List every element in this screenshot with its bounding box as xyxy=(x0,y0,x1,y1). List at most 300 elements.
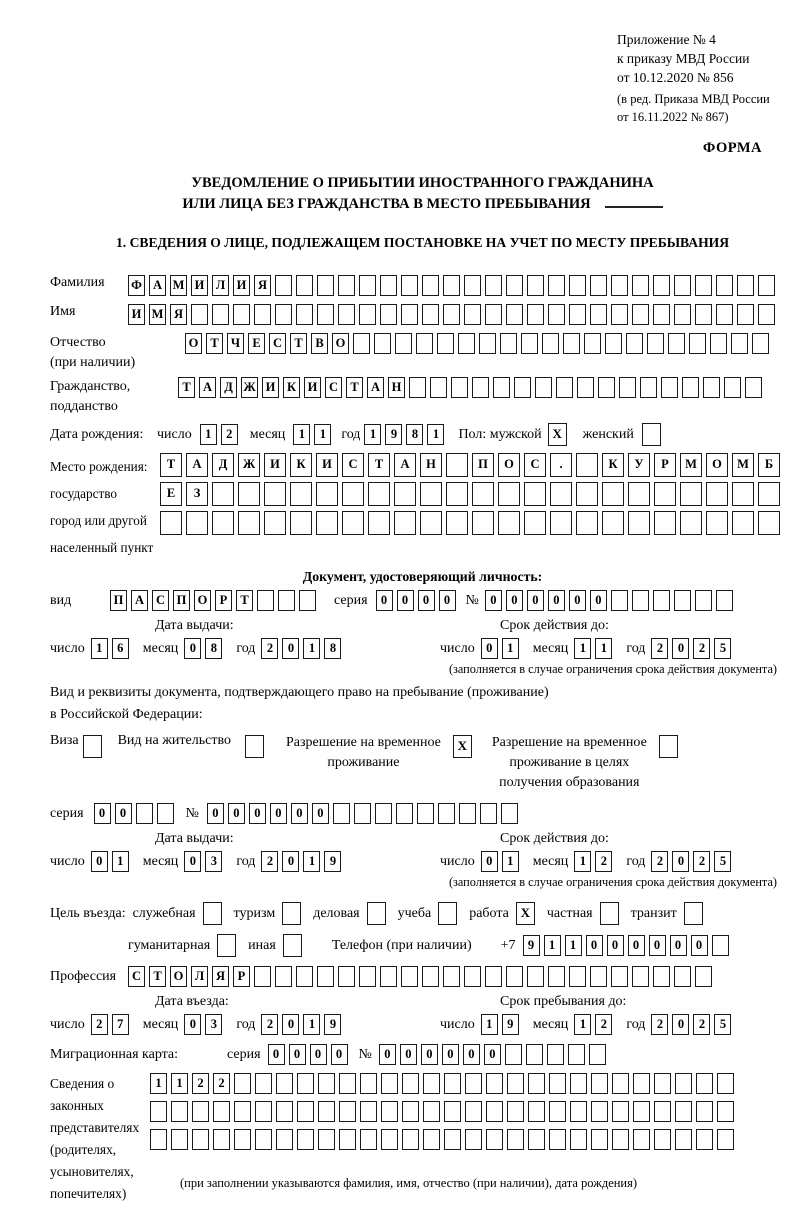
form-cell[interactable]: 1 xyxy=(502,851,519,872)
form-cell[interactable]: 1 xyxy=(364,424,381,445)
form-cell[interactable] xyxy=(758,275,775,296)
form-cell[interactable]: 0 xyxy=(376,590,393,611)
form-cell[interactable] xyxy=(443,966,460,987)
form-cell[interactable] xyxy=(653,590,670,611)
form-cell[interactable] xyxy=(485,304,502,325)
form-cell[interactable] xyxy=(498,511,520,535)
form-cell[interactable] xyxy=(612,1101,629,1122)
form-cell[interactable]: Т xyxy=(290,333,307,354)
form-cell[interactable] xyxy=(339,1129,356,1150)
form-cell[interactable] xyxy=(192,1129,209,1150)
form-cell[interactable] xyxy=(591,1073,608,1094)
form-cell[interactable] xyxy=(422,966,439,987)
form-cell[interactable] xyxy=(505,1044,522,1065)
form-cell[interactable]: А xyxy=(199,377,216,398)
form-cell[interactable] xyxy=(402,1129,419,1150)
form-cell[interactable]: А xyxy=(367,377,384,398)
sex-male-checkbox[interactable]: X xyxy=(548,423,567,446)
form-cell[interactable]: 2 xyxy=(261,638,278,659)
form-cell[interactable] xyxy=(632,275,649,296)
form-cell[interactable] xyxy=(342,482,364,506)
form-cell[interactable] xyxy=(569,304,586,325)
form-cell[interactable] xyxy=(654,511,676,535)
form-cell[interactable] xyxy=(416,333,433,354)
form-cell[interactable]: 2 xyxy=(651,851,668,872)
form-cell[interactable] xyxy=(275,966,292,987)
purpose-study-checkbox[interactable] xyxy=(438,902,457,925)
purpose-transit-checkbox[interactable] xyxy=(684,902,703,925)
form-cell[interactable]: 1 xyxy=(293,424,310,445)
form-cell[interactable]: У xyxy=(628,453,650,477)
form-cell[interactable]: 9 xyxy=(502,1014,519,1035)
form-cell[interactable] xyxy=(444,1073,461,1094)
form-cell[interactable]: 1 xyxy=(171,1073,188,1094)
form-cell[interactable] xyxy=(238,482,260,506)
form-cell[interactable] xyxy=(653,275,670,296)
form-cell[interactable] xyxy=(486,1101,503,1122)
form-cell[interactable] xyxy=(703,377,720,398)
form-cell[interactable]: 0 xyxy=(628,935,645,956)
form-cell[interactable] xyxy=(472,511,494,535)
form-cell[interactable]: 0 xyxy=(672,1014,689,1035)
form-cell[interactable] xyxy=(255,1129,272,1150)
form-cell[interactable] xyxy=(611,304,628,325)
form-cell[interactable]: Б xyxy=(758,453,780,477)
form-cell[interactable]: О xyxy=(498,453,520,477)
form-cell[interactable] xyxy=(354,803,371,824)
form-cell[interactable]: О xyxy=(706,453,728,477)
form-cell[interactable]: 0 xyxy=(672,638,689,659)
form-cell[interactable] xyxy=(394,482,416,506)
form-cell[interactable]: 1 xyxy=(314,424,331,445)
form-cell[interactable] xyxy=(451,377,468,398)
form-cell[interactable]: 0 xyxy=(397,590,414,611)
form-cell[interactable]: 0 xyxy=(481,638,498,659)
form-cell[interactable] xyxy=(528,1101,545,1122)
form-cell[interactable]: 1 xyxy=(481,1014,498,1035)
form-cell[interactable]: 2 xyxy=(651,1014,668,1035)
form-cell[interactable]: 0 xyxy=(270,803,287,824)
form-cell[interactable]: 3 xyxy=(205,1014,222,1035)
form-cell[interactable]: 0 xyxy=(463,1044,480,1065)
form-cell[interactable] xyxy=(737,304,754,325)
form-cell[interactable]: К xyxy=(283,377,300,398)
form-cell[interactable] xyxy=(395,333,412,354)
form-cell[interactable] xyxy=(717,1101,734,1122)
form-cell[interactable]: 0 xyxy=(506,590,523,611)
form-cell[interactable] xyxy=(653,966,670,987)
form-cell[interactable] xyxy=(521,333,538,354)
form-cell[interactable] xyxy=(632,966,649,987)
form-cell[interactable]: Л xyxy=(191,966,208,987)
form-cell[interactable] xyxy=(696,1101,713,1122)
form-cell[interactable] xyxy=(380,966,397,987)
form-cell[interactable] xyxy=(381,1073,398,1094)
form-cell[interactable]: 0 xyxy=(291,803,308,824)
form-cell[interactable] xyxy=(465,1101,482,1122)
form-cell[interactable] xyxy=(297,1129,314,1150)
form-cell[interactable]: М xyxy=(732,453,754,477)
form-cell[interactable]: 5 xyxy=(714,638,731,659)
form-cell[interactable] xyxy=(661,377,678,398)
form-cell[interactable] xyxy=(278,590,295,611)
form-cell[interactable] xyxy=(675,1073,692,1094)
form-cell[interactable] xyxy=(212,511,234,535)
form-cell[interactable] xyxy=(507,1101,524,1122)
form-cell[interactable] xyxy=(472,377,489,398)
form-cell[interactable] xyxy=(238,511,260,535)
form-cell[interactable] xyxy=(401,966,418,987)
form-cell[interactable] xyxy=(653,304,670,325)
form-cell[interactable] xyxy=(360,1101,377,1122)
form-cell[interactable]: И xyxy=(316,453,338,477)
form-cell[interactable]: 2 xyxy=(595,1014,612,1035)
form-cell[interactable]: О xyxy=(170,966,187,987)
form-cell[interactable] xyxy=(276,1129,293,1150)
form-cell[interactable]: 0 xyxy=(548,590,565,611)
form-cell[interactable]: 0 xyxy=(484,1044,501,1065)
form-cell[interactable] xyxy=(420,482,442,506)
form-cell[interactable] xyxy=(317,966,334,987)
form-cell[interactable]: 1 xyxy=(303,851,320,872)
form-cell[interactable] xyxy=(576,511,598,535)
form-cell[interactable] xyxy=(191,304,208,325)
form-cell[interactable] xyxy=(590,966,607,987)
form-cell[interactable] xyxy=(485,275,502,296)
form-cell[interactable] xyxy=(633,1073,650,1094)
form-cell[interactable] xyxy=(296,966,313,987)
form-cell[interactable]: Д xyxy=(212,453,234,477)
form-cell[interactable] xyxy=(758,304,775,325)
form-cell[interactable] xyxy=(359,275,376,296)
form-cell[interactable]: О xyxy=(194,590,211,611)
form-cell[interactable] xyxy=(528,1073,545,1094)
form-cell[interactable]: Т xyxy=(178,377,195,398)
form-cell[interactable] xyxy=(297,1101,314,1122)
form-cell[interactable] xyxy=(422,304,439,325)
form-cell[interactable] xyxy=(316,511,338,535)
form-cell[interactable] xyxy=(422,275,439,296)
form-cell[interactable] xyxy=(563,333,580,354)
form-cell[interactable]: С xyxy=(325,377,342,398)
form-cell[interactable]: 0 xyxy=(268,1044,285,1065)
form-cell[interactable]: 2 xyxy=(192,1073,209,1094)
form-cell[interactable] xyxy=(550,511,572,535)
form-cell[interactable] xyxy=(619,377,636,398)
form-cell[interactable] xyxy=(695,304,712,325)
form-cell[interactable] xyxy=(548,275,565,296)
form-cell[interactable] xyxy=(338,304,355,325)
form-cell[interactable] xyxy=(590,304,607,325)
form-cell[interactable] xyxy=(465,1129,482,1150)
form-cell[interactable]: Н xyxy=(420,453,442,477)
form-cell[interactable]: 1 xyxy=(112,851,129,872)
form-cell[interactable] xyxy=(549,1101,566,1122)
form-cell[interactable] xyxy=(589,1044,606,1065)
form-cell[interactable] xyxy=(480,803,497,824)
form-cell[interactable]: Т xyxy=(160,453,182,477)
form-cell[interactable]: 0 xyxy=(670,935,687,956)
form-cell[interactable]: 2 xyxy=(261,1014,278,1035)
form-cell[interactable]: М xyxy=(680,453,702,477)
form-cell[interactable] xyxy=(506,275,523,296)
form-cell[interactable] xyxy=(527,304,544,325)
form-cell[interactable] xyxy=(150,1101,167,1122)
form-cell[interactable] xyxy=(360,1129,377,1150)
form-cell[interactable] xyxy=(500,333,517,354)
form-cell[interactable] xyxy=(160,511,182,535)
form-cell[interactable]: 0 xyxy=(421,1044,438,1065)
form-cell[interactable]: Т xyxy=(236,590,253,611)
form-cell[interactable] xyxy=(353,333,370,354)
form-cell[interactable]: 0 xyxy=(289,1044,306,1065)
form-cell[interactable] xyxy=(654,1129,671,1150)
form-cell[interactable] xyxy=(507,1129,524,1150)
form-cell[interactable] xyxy=(380,304,397,325)
form-cell[interactable] xyxy=(602,511,624,535)
form-cell[interactable]: Я xyxy=(254,275,271,296)
form-cell[interactable] xyxy=(430,377,447,398)
form-cell[interactable]: 8 xyxy=(324,638,341,659)
form-cell[interactable]: 5 xyxy=(714,1014,731,1035)
form-cell[interactable]: П xyxy=(110,590,127,611)
form-cell[interactable] xyxy=(458,333,475,354)
form-cell[interactable] xyxy=(526,1044,543,1065)
form-cell[interactable] xyxy=(706,482,728,506)
form-cell[interactable] xyxy=(299,590,316,611)
form-cell[interactable]: 9 xyxy=(324,1014,341,1035)
form-cell[interactable]: 1 xyxy=(200,424,217,445)
form-cell[interactable] xyxy=(732,482,754,506)
form-cell[interactable]: 1 xyxy=(427,424,444,445)
form-cell[interactable] xyxy=(680,482,702,506)
form-cell[interactable] xyxy=(598,377,615,398)
temp-residence-edu-checkbox[interactable] xyxy=(659,735,678,758)
form-cell[interactable] xyxy=(318,1073,335,1094)
purpose-other-checkbox[interactable] xyxy=(283,934,302,957)
form-cell[interactable] xyxy=(577,377,594,398)
form-cell[interactable] xyxy=(591,1101,608,1122)
form-cell[interactable] xyxy=(339,1101,356,1122)
form-cell[interactable]: 0 xyxy=(527,590,544,611)
form-cell[interactable] xyxy=(695,966,712,987)
form-cell[interactable] xyxy=(716,590,733,611)
form-cell[interactable] xyxy=(401,304,418,325)
form-cell[interactable]: 0 xyxy=(207,803,224,824)
form-cell[interactable] xyxy=(548,304,565,325)
form-cell[interactable]: Ж xyxy=(241,377,258,398)
form-cell[interactable]: Я xyxy=(212,966,229,987)
form-cell[interactable] xyxy=(695,275,712,296)
form-cell[interactable]: Д xyxy=(220,377,237,398)
form-cell[interactable]: Ч xyxy=(227,333,244,354)
form-cell[interactable]: 2 xyxy=(693,851,710,872)
form-cell[interactable] xyxy=(535,377,552,398)
form-cell[interactable]: Л xyxy=(212,275,229,296)
form-cell[interactable]: Ф xyxy=(128,275,145,296)
form-cell[interactable] xyxy=(632,304,649,325)
form-cell[interactable] xyxy=(628,482,650,506)
form-cell[interactable] xyxy=(290,511,312,535)
form-cell[interactable] xyxy=(611,966,628,987)
form-cell[interactable] xyxy=(381,1129,398,1150)
form-cell[interactable] xyxy=(317,304,334,325)
form-cell[interactable] xyxy=(584,333,601,354)
form-cell[interactable] xyxy=(674,590,691,611)
form-cell[interactable] xyxy=(612,1129,629,1150)
form-cell[interactable] xyxy=(420,511,442,535)
form-cell[interactable] xyxy=(493,377,510,398)
form-cell[interactable] xyxy=(501,803,518,824)
form-cell[interactable] xyxy=(276,1101,293,1122)
form-cell[interactable]: 0 xyxy=(400,1044,417,1065)
form-cell[interactable] xyxy=(549,1073,566,1094)
form-cell[interactable]: 0 xyxy=(691,935,708,956)
form-cell[interactable] xyxy=(255,1101,272,1122)
form-cell[interactable]: 0 xyxy=(228,803,245,824)
form-cell[interactable] xyxy=(569,275,586,296)
form-cell[interactable]: 0 xyxy=(184,638,201,659)
form-cell[interactable]: С xyxy=(152,590,169,611)
form-cell[interactable] xyxy=(570,1129,587,1150)
form-cell[interactable] xyxy=(605,333,622,354)
form-cell[interactable] xyxy=(758,511,780,535)
form-cell[interactable] xyxy=(417,803,434,824)
form-cell[interactable]: В xyxy=(311,333,328,354)
form-cell[interactable] xyxy=(737,275,754,296)
form-cell[interactable]: 1 xyxy=(91,638,108,659)
form-cell[interactable]: 0 xyxy=(485,590,502,611)
form-cell[interactable]: 2 xyxy=(651,638,668,659)
form-cell[interactable] xyxy=(264,511,286,535)
form-cell[interactable] xyxy=(317,275,334,296)
form-cell[interactable]: К xyxy=(602,453,624,477)
form-cell[interactable]: 1 xyxy=(544,935,561,956)
form-cell[interactable] xyxy=(633,1129,650,1150)
form-cell[interactable]: 0 xyxy=(91,851,108,872)
form-cell[interactable]: 1 xyxy=(502,638,519,659)
form-cell[interactable] xyxy=(464,966,481,987)
form-cell[interactable]: 0 xyxy=(590,590,607,611)
temp-residence-checkbox[interactable]: X xyxy=(453,735,472,758)
form-cell[interactable] xyxy=(758,482,780,506)
form-cell[interactable]: 1 xyxy=(574,851,591,872)
form-cell[interactable]: 0 xyxy=(282,851,299,872)
form-cell[interactable] xyxy=(444,1129,461,1150)
form-cell[interactable] xyxy=(333,803,350,824)
form-cell[interactable]: Я xyxy=(170,304,187,325)
form-cell[interactable] xyxy=(498,482,520,506)
form-cell[interactable]: 0 xyxy=(115,803,132,824)
form-cell[interactable] xyxy=(443,304,460,325)
form-cell[interactable] xyxy=(632,590,649,611)
form-cell[interactable] xyxy=(628,511,650,535)
form-cell[interactable] xyxy=(472,482,494,506)
form-cell[interactable] xyxy=(712,935,729,956)
form-cell[interactable] xyxy=(234,1129,251,1150)
form-cell[interactable]: . xyxy=(550,453,572,477)
form-cell[interactable]: 2 xyxy=(261,851,278,872)
form-cell[interactable] xyxy=(590,275,607,296)
form-cell[interactable] xyxy=(528,1129,545,1150)
form-cell[interactable] xyxy=(485,966,502,987)
form-cell[interactable] xyxy=(556,377,573,398)
form-cell[interactable] xyxy=(446,482,468,506)
form-cell[interactable] xyxy=(507,1073,524,1094)
form-cell[interactable]: 1 xyxy=(574,1014,591,1035)
form-cell[interactable] xyxy=(717,1073,734,1094)
form-cell[interactable] xyxy=(647,333,664,354)
form-cell[interactable] xyxy=(342,511,364,535)
form-cell[interactable]: 6 xyxy=(112,638,129,659)
form-cell[interactable] xyxy=(524,511,546,535)
form-cell[interactable] xyxy=(338,966,355,987)
form-cell[interactable]: А xyxy=(186,453,208,477)
form-cell[interactable] xyxy=(547,1044,564,1065)
form-cell[interactable] xyxy=(255,1073,272,1094)
form-cell[interactable]: 0 xyxy=(607,935,624,956)
form-cell[interactable]: 8 xyxy=(205,638,222,659)
form-cell[interactable] xyxy=(550,482,572,506)
form-cell[interactable] xyxy=(296,275,313,296)
form-cell[interactable]: 9 xyxy=(324,851,341,872)
form-cell[interactable]: 2 xyxy=(693,638,710,659)
form-cell[interactable] xyxy=(514,377,531,398)
purpose-humanitarian-checkbox[interactable] xyxy=(217,934,236,957)
form-cell[interactable] xyxy=(318,1101,335,1122)
form-cell[interactable] xyxy=(611,275,628,296)
form-cell[interactable]: Т xyxy=(206,333,223,354)
form-cell[interactable] xyxy=(186,511,208,535)
form-cell[interactable] xyxy=(360,1073,377,1094)
form-cell[interactable] xyxy=(233,304,250,325)
form-cell[interactable]: 0 xyxy=(184,1014,201,1035)
form-cell[interactable] xyxy=(674,966,691,987)
form-cell[interactable]: Е xyxy=(248,333,265,354)
form-cell[interactable]: 0 xyxy=(442,1044,459,1065)
form-cell[interactable] xyxy=(275,304,292,325)
form-cell[interactable]: С xyxy=(342,453,364,477)
form-cell[interactable] xyxy=(446,511,468,535)
form-cell[interactable] xyxy=(612,1073,629,1094)
form-cell[interactable] xyxy=(437,333,454,354)
form-cell[interactable]: Н xyxy=(388,377,405,398)
form-cell[interactable]: 2 xyxy=(91,1014,108,1035)
form-cell[interactable]: 0 xyxy=(282,1014,299,1035)
form-cell[interactable] xyxy=(297,1073,314,1094)
form-cell[interactable]: И xyxy=(233,275,250,296)
form-cell[interactable] xyxy=(548,966,565,987)
form-cell[interactable] xyxy=(157,803,174,824)
form-cell[interactable]: О xyxy=(185,333,202,354)
form-cell[interactable] xyxy=(380,275,397,296)
form-cell[interactable] xyxy=(381,1101,398,1122)
form-cell[interactable]: 8 xyxy=(406,424,423,445)
form-cell[interactable]: З xyxy=(186,482,208,506)
form-cell[interactable] xyxy=(213,1101,230,1122)
form-cell[interactable] xyxy=(402,1101,419,1122)
form-cell[interactable] xyxy=(570,1101,587,1122)
form-cell[interactable]: М xyxy=(170,275,187,296)
form-cell[interactable] xyxy=(716,275,733,296)
form-cell[interactable] xyxy=(633,1101,650,1122)
form-cell[interactable]: С xyxy=(269,333,286,354)
form-cell[interactable]: 1 xyxy=(565,935,582,956)
form-cell[interactable]: Р xyxy=(215,590,232,611)
form-cell[interactable]: А xyxy=(131,590,148,611)
form-cell[interactable] xyxy=(401,275,418,296)
form-cell[interactable] xyxy=(257,590,274,611)
